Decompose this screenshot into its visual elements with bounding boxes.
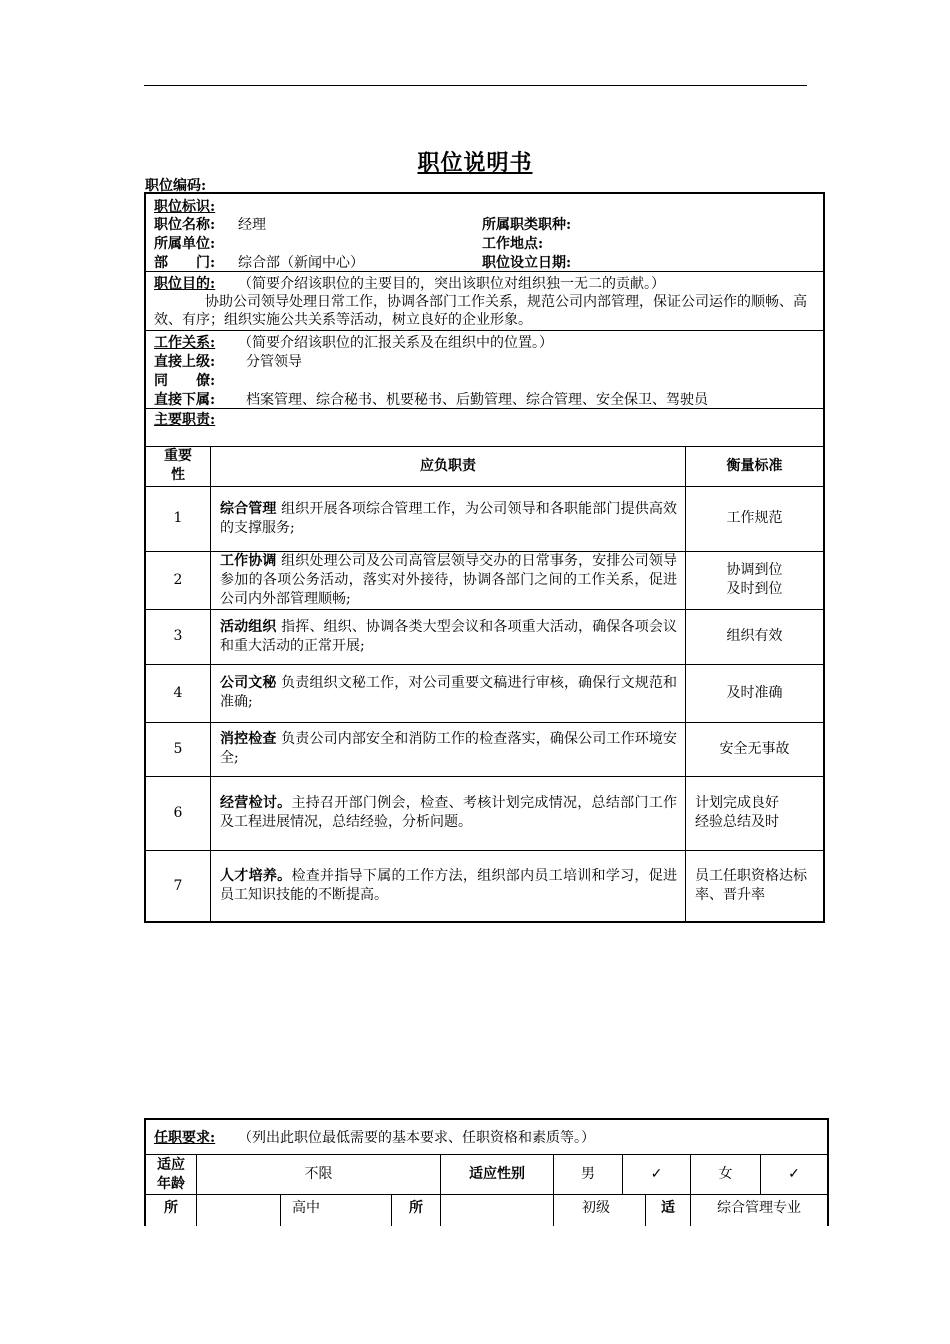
male-checkmark[interactable]: ✓ [650,1166,663,1182]
duty-measure: 计划完成良好 经验总结及时 [695,795,779,830]
purpose-label: 职位目的: [154,276,216,292]
female-checkmark[interactable]: ✓ [788,1166,800,1182]
purpose-hint: （简要介绍该职位的主要目的，突出该职位对组织独一无二的贡献。） [238,276,665,292]
age-label: 适应年龄 [157,1156,185,1192]
category-label: 所属职类职种: [482,217,572,233]
superior-label: 直接上级: [154,354,216,370]
identity-section-label: 职位标识: [154,199,216,215]
duty-description [220,850,677,922]
header-measure: 衡量标准 [726,457,783,474]
req-row3-col3: 高中 [292,1199,320,1216]
duty-measure: 安全无事故 [719,740,790,757]
duty-text: 组织处理公司及公司高管层领导交办的日常事务，安排公司领导参加的各项公务活动，落实对外接待，协调各部门之间的工作关系，促进公司内外部管理顺畅; [220,552,678,607]
setup-date-label: 职位设立日期: [482,255,572,271]
requirements-label: 任职要求: [154,1130,216,1146]
position-name-label: 职位名称: [154,217,216,233]
duty-description [220,776,677,850]
req-row3-col4: 所 [409,1199,423,1216]
position-code-label: 职位编码: [145,178,207,194]
duty-text: 主持召开部门例会，检查、考核计划完成情况，总结部门工作及工程进展情况，总结经验，分析问题。 [220,795,677,830]
duty-measure: 组织有效 [726,628,783,644]
duty-measure: 及时准确 [726,684,783,701]
duty-description [220,609,677,664]
duty-description [220,664,677,722]
divider [146,271,823,272]
duty-title: 经营检讨。 [220,795,292,811]
duty-row-number: 6 [173,804,183,821]
divider [146,408,823,409]
duty-row-number: 1 [173,510,183,526]
duty-description [220,722,677,776]
duty-row-number: 7 [173,877,183,894]
superior-value: 分管领导 [246,354,302,370]
duty-title: 综合管理 [220,500,277,517]
subordinate-label: 直接下属: [154,392,216,408]
duties-label: 主要职责: [154,412,216,428]
req-row3-col6: 初级 [582,1199,610,1216]
duty-title: 活动组织 [220,618,277,635]
duty-text: 检查并指导下属的工作方法，组织部内员工培训和学习，促进员工知识技能的不断提高。 [220,868,677,903]
req-row3-col8: 综合管理专业 [717,1199,801,1216]
duty-title: 公司文秘 [220,675,277,691]
duty-measure: 员工任职资格达标率、晋升率 [695,868,807,903]
duty-text: 负责公司内部安全和消防工作的检查落实，确保公司工作环境安全; [220,731,678,766]
document-title: 职位说明书 [417,150,533,176]
department-label: 部 门: [154,255,216,271]
duty-title: 工作协调 [220,552,277,569]
position-name-value: 经理 [238,217,266,233]
gender-label: 适应性别 [469,1166,525,1182]
duty-title: 人才培养。 [220,868,292,884]
duty-measure: 协调到位 及时到位 [726,562,783,597]
purpose-text: 协助公司领导处理日常工作，协调各部门工作关系，规范公司内部管理，保证公司运作的顺畅、高效、有序；组织实施公共关系等活动，树立良好的企业形象。 [154,294,807,328]
female-label: 女 [718,1166,733,1182]
location-label: 工作地点: [482,236,544,252]
duty-row-number: 4 [173,684,183,701]
duty-text: 负责组织文秘工作，对公司重要文稿进行审核，确保行文规范和准确; [220,675,678,710]
duty-text: 指挥、组织、协调各类大型会议和各项重大活动，确保各项会议和重大活动的正常开展; [220,618,678,654]
req-row3-col7: 适 [661,1199,675,1216]
req-col-divider [280,1194,281,1226]
duty-row-number: 3 [173,628,183,644]
header-importance: 重要性 [164,448,192,483]
peer-label: 同 僚: [154,373,216,389]
duty-description [220,486,677,551]
department-value: 综合部（新闻中心） [238,255,364,271]
subordinate-value: 档案管理、综合秘书、机要秘书、后勤管理、综合管理、安全保卫、驾驶员 [246,392,708,408]
duty-row-number: 2 [173,571,183,588]
age-value: 不限 [304,1166,333,1182]
req-row3-col1: 所 [164,1199,178,1216]
male-label: 男 [581,1166,595,1182]
duty-title: 消控检查 [220,731,277,747]
requirements-hint: （列出此职位最低需要的基本要求、任职资格和素质等。） [238,1130,595,1146]
duty-row-number: 5 [173,740,183,757]
duty-text: 组织开展各项综合管理工作，为公司领导和各职能部门提供高效的支撑服务; [220,500,678,536]
header-duty: 应负职责 [420,457,476,474]
duty-measure: 工作规范 [726,510,783,526]
relations-hint: （简要介绍该职位的汇报关系及在组织中的位置。） [238,335,553,351]
divider [146,330,823,331]
header-rule [144,85,807,86]
relations-label: 工作关系: [154,335,216,351]
duty-description [220,551,677,609]
unit-label: 所属单位: [154,236,216,252]
